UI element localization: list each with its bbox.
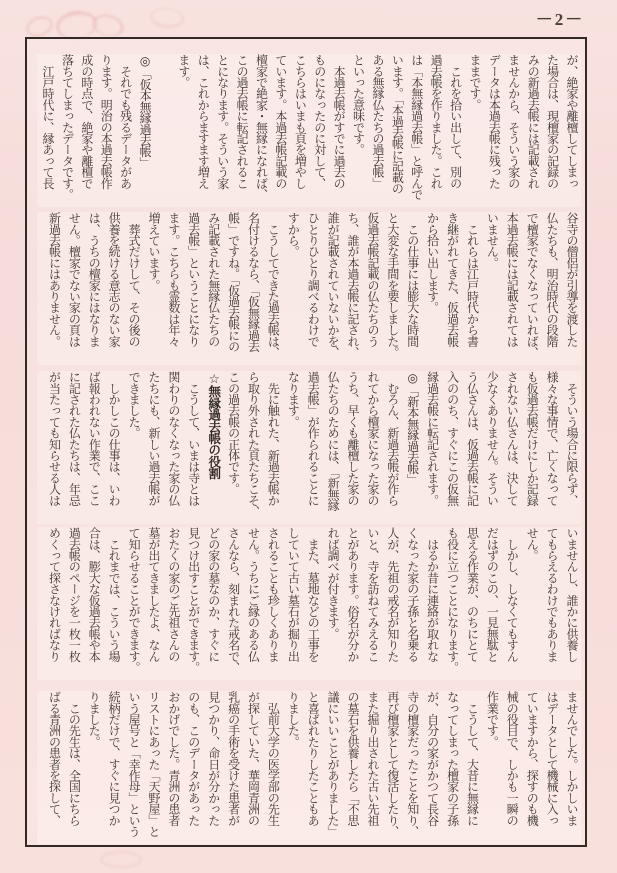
- text-column: りました。: [87, 691, 102, 748]
- text-column: は、うちの檀家にはなりま: [87, 212, 102, 347]
- text-column: 過去帳」ということになり: [186, 212, 201, 347]
- text-band-1: [37, 54, 581, 207]
- ink-bleed-artifact: [90, 11, 126, 39]
- text-column: 増えています。: [146, 212, 161, 291]
- text-column: とになります。そういう家: [215, 54, 230, 189]
- text-column: 落ちてしまったデータです。: [60, 54, 75, 200]
- text-column: これを拾い出して、別の: [448, 54, 463, 189]
- column-spacer: [154, 54, 173, 207]
- text-column: みの新過去帳には記載され: [526, 54, 541, 189]
- text-column: 仏たちのためには、「新無縁: [326, 371, 341, 511]
- text-column: 入ののち、すぐにこの仮無: [445, 371, 460, 506]
- text-column: さんなら、刻まれた戒名で、: [226, 527, 241, 673]
- text-column: も仮過去帳だけにしか記録: [525, 371, 540, 506]
- text-column: 様々な事情で、亡くなって: [545, 371, 560, 506]
- text-column: 少なくありません。そうい: [485, 371, 500, 506]
- text-column: 新過去帳にはありません。: [47, 212, 62, 347]
- text-column: ままです。: [467, 54, 482, 111]
- text-column: くなった家の子孫と名乗る: [405, 527, 420, 662]
- text-column: 見つけ出すことができます。: [186, 527, 201, 673]
- text-column: 弘前大学の医学部の先生: [266, 691, 281, 826]
- text-column: どの家の墓なのか、すぐに: [206, 527, 221, 662]
- text-column: せん。檀家でない家の頁は: [67, 212, 82, 347]
- text-column: 寺の檀家だったことを知り、: [405, 691, 420, 837]
- text-column: 名付けるなら、「仮無縁過去: [246, 212, 261, 352]
- text-column: むろん、新過去帳が作ら: [385, 371, 400, 506]
- text-column: なります。: [286, 371, 301, 428]
- text-column: しかし、しなくてもすん: [505, 527, 520, 662]
- text-column: なってしまった檀家の子孫: [445, 691, 460, 826]
- ink-bleed-artifact: [100, 851, 142, 868]
- text-column: います。「本過去帳に記載の: [390, 54, 405, 194]
- text-column: 作業です。: [485, 691, 500, 748]
- text-column: 縁過去帳に転記されます。: [425, 371, 440, 506]
- text-column: この過去帳に転記されるこ: [235, 54, 250, 189]
- text-band-5: [37, 691, 581, 844]
- text-column: ます。: [176, 54, 191, 88]
- ink-bleed-artifact: [24, 13, 56, 40]
- text-column: そういう場合に限らず、: [565, 371, 579, 506]
- text-column: れば調べが付きます。: [326, 527, 341, 640]
- text-column: は「本無縁過去帳」と呼んで: [409, 54, 424, 200]
- text-column: 誰が記載されていないかを、: [326, 212, 341, 358]
- text-column: うち、早くも離檀した家の: [346, 371, 361, 506]
- text-column: が、自分の家がかつて長谷: [425, 691, 440, 826]
- text-column: 仮過去帳記載の仏たちのう: [365, 212, 380, 347]
- text-column: と大変な手間を要しました。: [385, 212, 400, 358]
- text-column: こうして、大昔に無縁に: [465, 691, 480, 826]
- text-column: 供養を続ける意志のない家: [107, 212, 122, 347]
- text-column: はデータとして機械に入っ: [545, 691, 560, 826]
- text-column: も役に立つことになります。: [445, 527, 460, 673]
- text-column: また掘り出された古い先祖: [365, 691, 380, 826]
- text-column: といった意味です。: [351, 54, 366, 155]
- text-column: は、これからますます増え: [196, 54, 211, 189]
- text-column: おたくの家のご先祖さんの: [166, 527, 181, 662]
- text-column: 人が、先祖の戒名が知りた: [385, 527, 400, 662]
- text-column: いませんし、誰かに供養し: [565, 527, 579, 662]
- text-column: ばる青洲の患者を探して、: [47, 691, 62, 826]
- text-column: ませんから、そういう家の: [506, 54, 521, 189]
- text-column: 仏たちも、明治時代の段階: [545, 212, 560, 347]
- text-column: こちらはいまも頁を増やし: [293, 54, 308, 189]
- text-column: 乳癌の手術を受けた患者が: [226, 691, 241, 826]
- text-column: 合は、膨大な仮過去帳や本: [87, 527, 102, 662]
- text-column: せん。うちにご縁のある仏: [246, 527, 261, 662]
- text-column: 過去帳を作りました。これ: [429, 54, 444, 189]
- text-column: 江戸時代に、縁あって長: [41, 54, 56, 189]
- section-heading-circle: ◎「仮本無縁過去帳」: [138, 54, 153, 169]
- text-column: 墓が出てきましたよ、なん: [146, 527, 161, 662]
- text-column: れてから檀家になった家の: [365, 371, 380, 506]
- section-heading-star: ☆無縁過去帳の役割: [206, 371, 221, 479]
- text-column: それでも残るデータがあ: [118, 54, 133, 189]
- text-column: リストにあった「天野屋」と: [146, 691, 161, 837]
- text-column: ものになったのに対して、: [312, 54, 327, 189]
- text-column: いません。: [485, 212, 500, 269]
- text-column: めくって探さなければなり: [47, 527, 62, 662]
- text-column: おかげでした。青洲の患者: [166, 691, 181, 826]
- text-column: ります。明治の本過去帳作: [99, 54, 114, 189]
- text-column: 本過去帳には記載されては: [505, 212, 520, 347]
- text-column: りました。: [286, 691, 301, 748]
- text-column: たちにも、新しい過去帳が: [146, 371, 161, 506]
- text-column: が探していた、華岡青洲の: [246, 691, 261, 826]
- text-column: が、絶家や離檀してしまっ: [565, 54, 579, 189]
- text-column: ています。本過去帳記載の: [273, 54, 288, 189]
- text-column: はるか昔に連絡が取れな: [425, 527, 440, 662]
- text-column: 成の時点で、絶家や離檀で: [79, 54, 94, 189]
- text-column: う仏さんは、仮過去帳に記: [465, 371, 480, 506]
- text-column: 帳」ですね。「仮過去帳にの: [226, 212, 241, 352]
- text-column: 関わりのなくなった家の仏: [166, 371, 181, 506]
- text-column: き継がれてきた、仮過去帳: [445, 212, 460, 347]
- text-column: これらは江戸時代から書: [465, 212, 480, 347]
- text-column: 葬式だけして、その後の: [127, 212, 142, 347]
- text-column: た場合は、現檀家の記録の: [545, 54, 560, 189]
- text-column: データは本過去帳に残った: [487, 54, 502, 189]
- text-column: しかしこの仕事は、いわ: [107, 371, 122, 506]
- text-column: 続柄だけで、すぐに見つか: [107, 691, 122, 826]
- text-column: 械の役目で、しかも一瞬の: [505, 691, 520, 826]
- text-column: ていますから、探すのも機: [525, 691, 540, 826]
- text-column: に記された仏たちは、年忌: [67, 371, 82, 506]
- text-column: ら取り外された頁たちこそ、: [246, 371, 261, 517]
- text-column: されない仏さんは、決して: [505, 371, 520, 506]
- text-column: すから。: [286, 212, 301, 257]
- text-column: 再び檀家として復活したり、: [385, 691, 400, 837]
- text-column: が当たっても知らせる人は: [47, 371, 62, 506]
- document-frame: [25, 37, 587, 847]
- text-column: できました。: [127, 371, 142, 439]
- text-column: ませんでした。しかしいま: [565, 691, 579, 826]
- text-column: のも、このデータがあった: [186, 691, 201, 826]
- text-column: いと、寺を訪ねてみえるこ: [365, 527, 380, 662]
- text-column: 過去帳」が作られることに: [306, 371, 321, 506]
- text-column: ち、誰が本過去帳に記され、: [346, 212, 361, 358]
- text-column: こうしてできた過去帳は、: [266, 212, 281, 358]
- text-column: の墓石を供養したら「不思: [346, 691, 361, 826]
- text-column: だはずのこの、一見無駄と: [485, 527, 500, 662]
- text-band-3: [37, 371, 581, 524]
- text-band-4: [37, 527, 581, 680]
- text-column: ば報われない作業で、ここ: [87, 371, 102, 506]
- text-column: いう屋号と「幸作母」という: [127, 691, 142, 837]
- text-column: こうして、いまは寺とは: [186, 371, 201, 506]
- text-column: していて古い墓石が掘り出: [286, 527, 301, 662]
- text-column: これまでは、こういう場: [107, 527, 122, 662]
- text-column: せん。: [525, 527, 540, 561]
- text-column: 先に触れた、新過去帳か: [266, 371, 281, 506]
- text-column: また、墓地などの工事を: [306, 527, 321, 662]
- text-column: 議にいいことがありました」: [326, 691, 341, 837]
- text-column: てもらえるわけでもありま: [545, 527, 560, 662]
- text-column: この過去帳の正体です。: [226, 371, 241, 495]
- text-column: から拾い出します。: [425, 212, 440, 313]
- text-column: で檀家でなくなっていれば、: [525, 212, 540, 358]
- text-column: 谷寺の僧侶が引導を渡した: [565, 212, 579, 347]
- text-column: 思える作業が、のちにとて: [465, 527, 480, 662]
- text-band-2: [37, 212, 581, 365]
- ink-bleed-artifact: [149, 6, 185, 29]
- text-column: 過去帳のページを一枚一枚: [67, 527, 82, 662]
- section-heading-circle: ◎「新本無縁過去帳」: [405, 371, 420, 486]
- text-column: とがあります。俗名が分か: [346, 527, 361, 662]
- text-column: この先生は、全国にちら: [67, 691, 82, 826]
- text-column: 本過去帳がすでに過去の: [332, 54, 347, 189]
- text-column: されることも珍しくありま: [266, 527, 281, 662]
- text-column: と喜ばれたりしたこともあ: [306, 691, 321, 826]
- text-column: ます。こちらも霊数は年々: [166, 212, 181, 347]
- text-column: ある無縁仏たちの過去帳」: [370, 54, 385, 189]
- text-column: この仕事には膨大な時間: [405, 212, 420, 347]
- text-column: ひとりひとり調べるわけで: [306, 212, 321, 347]
- text-column: 見つかり、命日が分かった: [206, 691, 221, 826]
- text-column: み記載された無縁仏たちの: [206, 212, 221, 347]
- page-number: －2－: [535, 10, 585, 29]
- text-column: て知らせることができます。: [127, 527, 142, 673]
- text-column: 檀家で絶家・無縁になれば、: [254, 54, 269, 200]
